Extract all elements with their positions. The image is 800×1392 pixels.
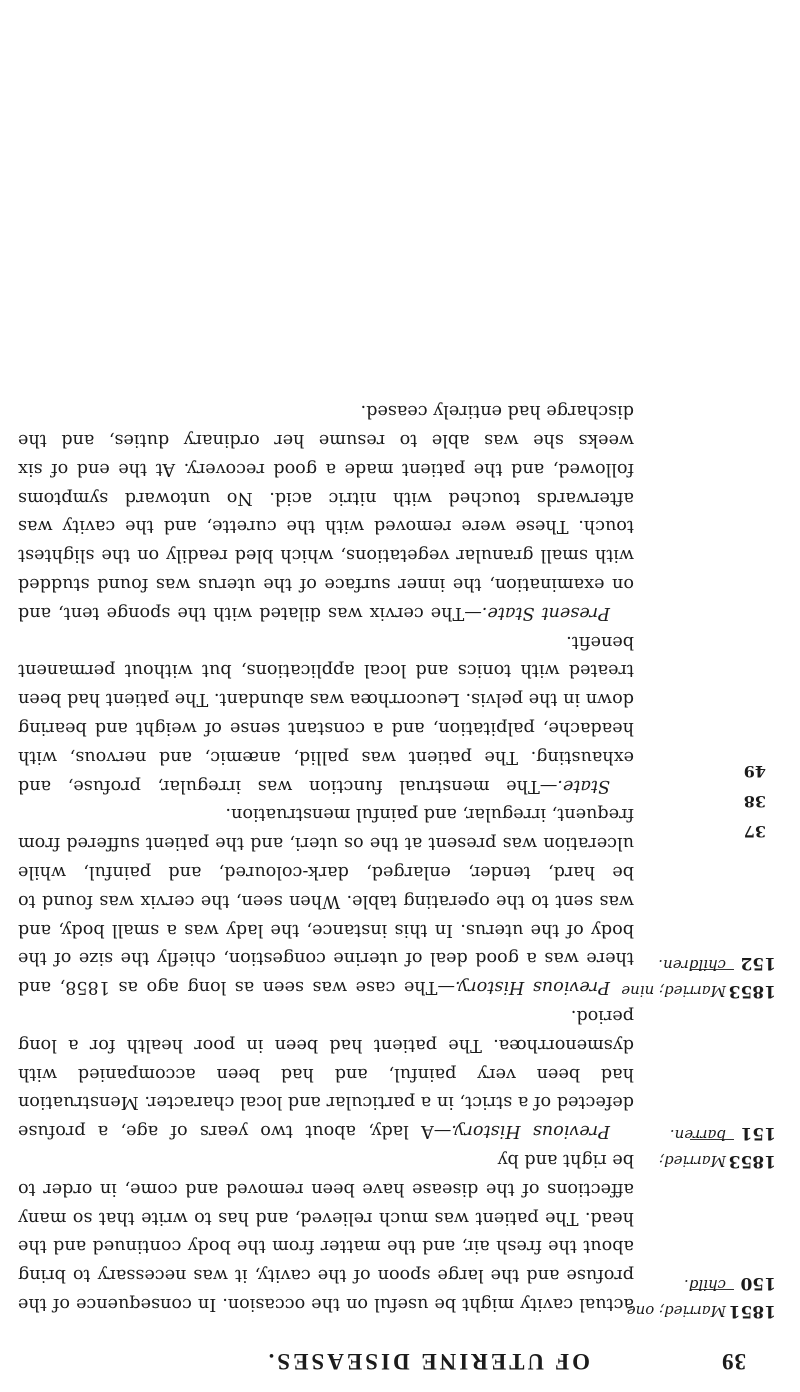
paragraph-lead: Present State. — [481, 602, 610, 623]
case-year: 1853 — [728, 1151, 776, 1171]
case-number: 150 — [740, 1273, 776, 1293]
paragraph — [18, 397, 634, 627]
running-header — [40, 1338, 760, 1374]
margin-note: 49 — [743, 762, 766, 781]
case-description: Married; one child. — [626, 1276, 726, 1320]
margin-note: 37 — [743, 822, 766, 841]
case-description: Married; barren. — [659, 1126, 726, 1170]
case-description: Married; nine children. — [621, 956, 726, 1000]
case-year: 1853 — [728, 981, 776, 1001]
paragraph-text: —The cervix was dilated with the sponge tent, and on examination, the inner surface of the uterus was found studded with small granular vegetations, which bled readily on the slightest touch. These were removed with the curette, and the cavity was afterwards touched with nitric acid. No untoward symptoms followed, and the patient made a good recovery. At the end of six weeks she was able to resume her ordinary duties, and the discharge had entirely ceased. — [18, 401, 634, 623]
case-number: 151 — [740, 1123, 776, 1143]
paragraph-lead: State. — [557, 775, 610, 796]
margin-note: 38 — [743, 792, 766, 811]
paragraph — [18, 627, 634, 800]
paragraph — [18, 800, 634, 1002]
paragraph-text: actual cavity might be useful on the occasion. In consequence of the profuse and the large spoon of the cavity, it was necessary to bring about the fresh air, and the matter from the body continued and the head. The patient was much relieved, and has to write that so many affections of the disease have been removed and come, in order to be right and by — [18, 1150, 634, 1314]
page-number: 39 — [721, 1349, 746, 1374]
paragraph-text: —The case was seen as long ago as 1858, and there was a good deal of uterine congestion, chiefly the size of the body of the uterus. In this instance, the lady was a small body, and was sent to the operating table. When seen, the cervix was found to be hard, tender, enlarged, dark-coloured, and painful, while ulceration was present at the os uteri, and the patient suffered from frequent, irregular, and painful menstruation. — [17, 804, 634, 998]
case-year: 1851 — [728, 1301, 776, 1321]
margin-case-column — [621, 762, 776, 1324]
paragraph — [18, 1001, 634, 1145]
paragraph-lead: Previous History. — [451, 1121, 610, 1142]
body-text — [18, 397, 634, 1319]
paragraph-text: —A lady, about two years of age, a profuse defected of a strict, in a particular and local character. Menstruation had been very painful, and had been accompanied with dysmenorrhœa. The patient had been in poor health for a long period. — [18, 1006, 634, 1142]
paragraph-text: —The menstrual function was irregular, profuse, and exhausting. The patient was pallid, anæmic, and nervous, with headache, palpitation, and a constant sense of weight and bearing down in the pelvis. Leucorrhœa was abundant. The patient had been treated with tonics and local applications, but without permanent benefit. — [18, 631, 634, 796]
running-title: OF UTERINE DISEASES. — [265, 1349, 590, 1374]
case-number: 152 — [740, 953, 776, 973]
paragraph-lead: Previous History. — [455, 977, 610, 998]
paragraph — [18, 1145, 634, 1318]
